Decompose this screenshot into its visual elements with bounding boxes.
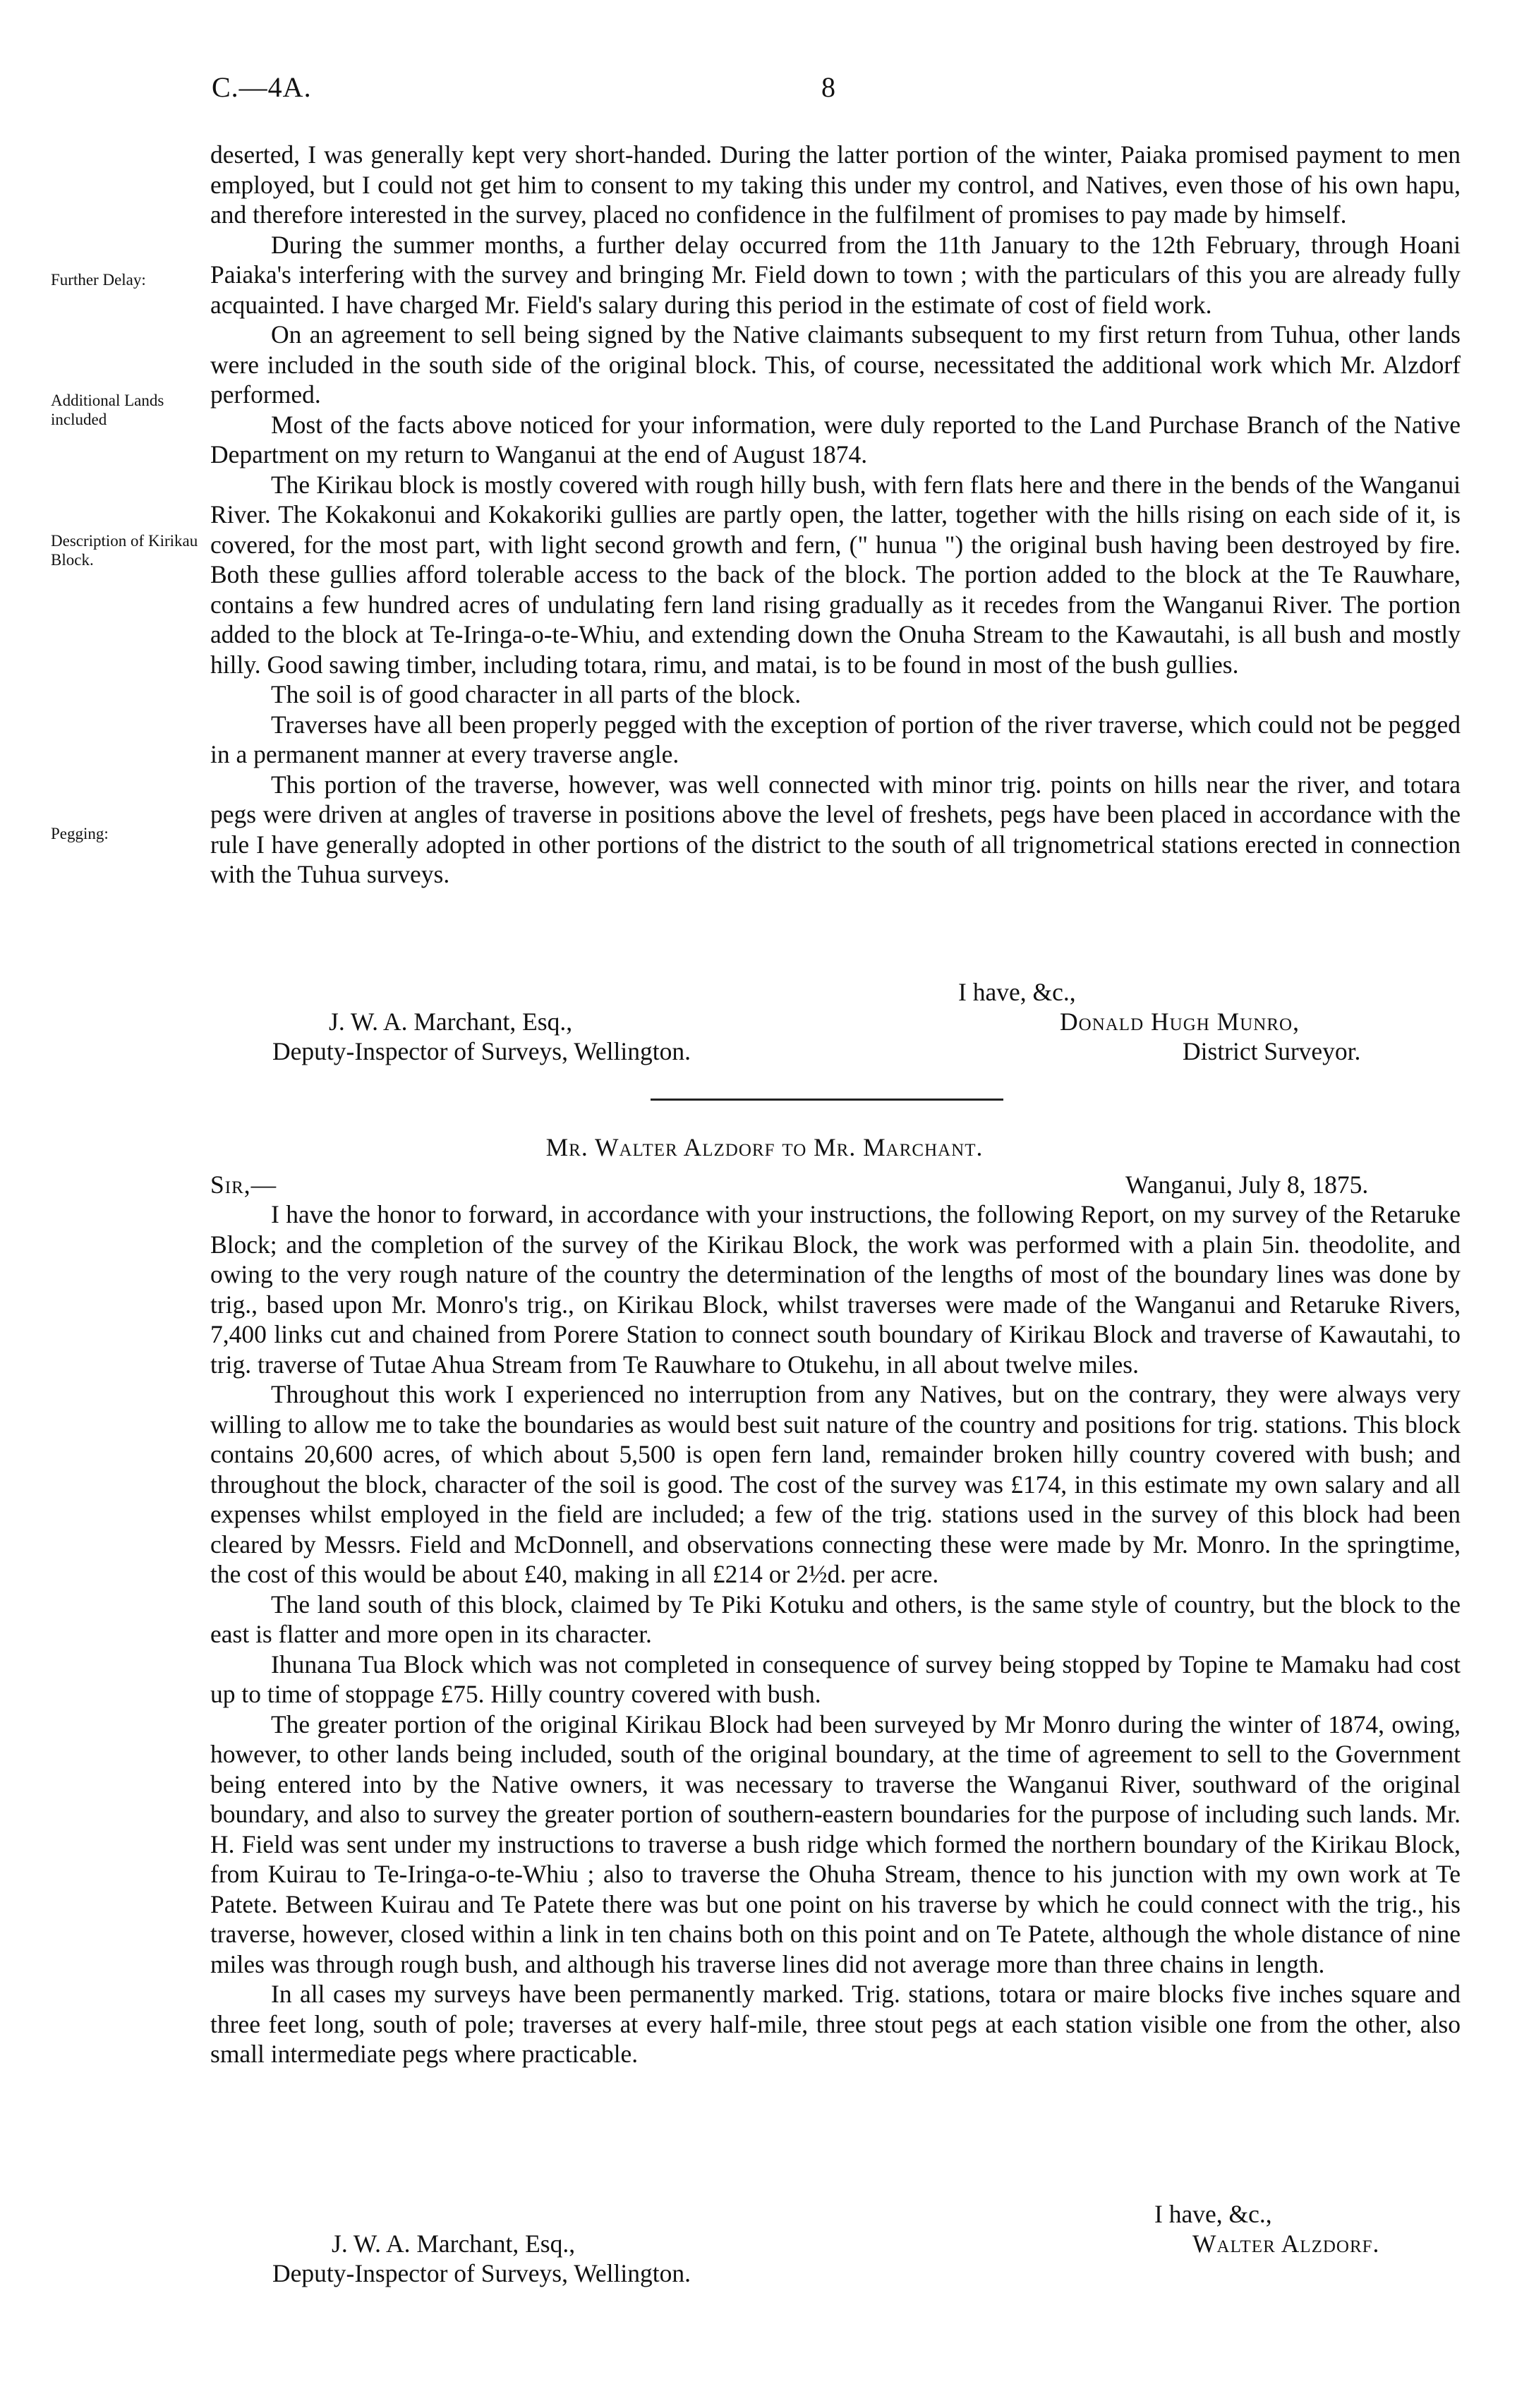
letter1-signature: Donald Hugh Munro, [1060,1008,1300,1036]
letter1-paragraph: Most of the facts above noticed for your information, were duly reported to the Land Purchase Branch of the Native Department on my return to Wanganui at the end of August 1874. [210,410,1461,468]
letter2-addressee-name: J. W. A. Marchant, Esq., [332,2229,576,2258]
letter2-paragraph: The land south of this block, claimed by Te Piki Kotuku and others, is the same style of country, but the block to the east is flatter and more open in its character. [210,1590,1461,1648]
page-number: 8 [821,71,835,103]
letter2-body [210,1199,1461,2069]
letter1-paragraph: This portion of the traverse, however, was well connected with minor trig. points on hills near the river, and totara pegs were driven at angles of traverse in positions above the level of freshets, pegs have been placed in accordance with the rule I have generally adopted in other portions of the district to the south of all trignometrical stations erected in connection with the Tuhua surveys. [210,770,1461,888]
letter1-paragraph: Traverses have all been properly pegged with the exception of portion of the river traverse, which could not be pegged in a permanent manner at every traverse angle. [210,710,1461,768]
letter1-paragraph: The Kirikau block is mostly covered with rough hilly bush, with fern flats here and there in the bends of the Wanganui River. The Kokakonui and Kokakoriki gullies are partly open, the latter, together with the hills rising on each side of it, is covered, for the most part, with light second growth and fern, (" hunua ") the original bush having been destroyed by fire. Both these gullies afford tolerable access to the back of the block. The portion added to the block at the Te Rauwhare, contains a few hundred acres of undulating fern land rising gradually as it recedes from the Wanganui River. The portion added to the block at Te-Iringa-o-te-Whiu, and extending down the Onuha Stream to the Kawautahi, is all bush and mostly hilly. Good sawing timber, including totara, rimu, and matai, is to be found in most of the bush gullies. [210,470,1461,679]
letter1-paragraph: On an agreement to sell being signed by the Native claimants subsequent to my first return from Tuhua, other lands were included in the south side of the original block. This, of course, necessitated the additional work which Mr. Alzdorf performed. [210,320,1461,409]
letter1-paragraph: The soil is of good character in all parts of the block. [271,680,802,708]
letter2-place-date: Wanganui, July 8, 1875. [1125,1170,1369,1199]
letter2-paragraph: Ihunana Tua Block which was not completed in consequence of survey being stopped by Topine te Mamaku had cost up to time of stoppage £75. Hilly country covered with bush. [210,1650,1461,1708]
letter2-paragraph: In all cases my surveys have been permanently marked. Trig. stations, totara or maire blocks five inches square and three feet long, south of pole; traverses at every half-mile, three stout pegs at each station visible one from the other, also small intermediate pegs where practicable. [210,1980,1461,2068]
letter2-paragraph: Throughout this work I experienced no interruption from any Natives, but on the contrary, they were always very willing to allow me to take the boundaries as would best suit nature of the country and positions for trig. stations. This block contains 20,600 acres, of which about 5,500 is open fern land, remainder broken hilly country covered with bush; and throughout the block, character of the soil is good. The cost of the survey was £174, in this estimate my own salary and all expenses whilst employed in the field are included; a few of the trig. stations used in the survey of this block had been cleared by Messrs. Field and McDonnell, and observations connecting these were made by Mr. Monro. In the springtime, the cost of this would be about £40, making in all £214 or 2½d. per acre. [210,1380,1461,1588]
letter2-paragraph: The greater portion of the original Kirikau Block had been surveyed by Mr Monro during the winter of 1874, owing, however, to other lands being included, south of the original boundary, at the time of agreement to sell to the Government being entered into by the Native owners, it was necessary to traverse the Wanganui River, southward of the original boundary, and also to survey the greater portion of southern-eastern boundaries for the purpose of including such lands. Mr. H. Field was sent under my instructions to traverse a bush ridge which formed the northern boundary of the Kirikau Block, from Kuirau to Te-Iringa-o-te-Whiu ; also to traverse the Ohuha Stream, thence to his junction with my own work at Te Patete. Between Kuirau and Te Patete there was but one point on his traverse by which he could connect with the trig., his traverse, however, closed within a link in ten chains both on this point and on Te Patete, although the whole distance of nine miles was through rough bush, and although his traverse lines did not average more than three chains in length. [210,1710,1461,1978]
letter2-signature: Walter Alzdorf. [1192,2229,1380,2258]
letter1-addressee-title: Deputy-Inspector of Surveys, Wellington. [272,1037,691,1065]
letter1-paragraph: During the summer months, a further delay occurred from the 11th January to the 12th February, through Hoani Paiaka's interfering with the survey and bringing Mr. Field down to town ; with the particulars of this you are already fully acquainted. I have charged Mr. Field's salary during this period in the estimate of cost of field work. [210,230,1461,319]
letter1-body [210,140,1461,890]
margin-note-further-delay: Further Delay: [51,271,146,289]
letter1-closing: I have, &c., [958,978,1076,1006]
letter2-heading: Mr. Walter Alzdorf to Mr. Marchant. [545,1133,984,1161]
margin-note-additional-lands: Additional Lands included [51,392,164,428]
letter1-addressee-name: J. W. A. Marchant, Esq., [329,1008,573,1036]
letter2-closing: I have, &c., [1154,2200,1272,2228]
document-code: C.—4A. [212,71,312,103]
letter2-salutation: Sir,— [210,1170,277,1199]
letter2-addressee-title: Deputy-Inspector of Surveys, Wellington. [272,2259,691,2287]
letter1-signatory-title: District Surveyor. [1183,1037,1361,1065]
letter1-paragraph: deserted, I was generally kept very short-handed. During the latter portion of the winter, Paiaka promised payment to men employed, but I could not get him to consent to my taking this under my control, and Natives, even those of his own hapu, and therefore interested in the survey, placed no confidence in the fulfilment of promises to pay made by himself. [210,140,1461,229]
letter2-paragraph: I have the honor to forward, in accordance with your instructions, the following Report, on my survey of the Retaruke Block; and the completion of the survey of the Kirikau Block, the work was performed with a plain 5in. theodolite, and owing to the very rough nature of the country the determination of the lengths of most of the boundary lines was done by trig., based upon Mr. Monro's trig., on Kirikau Block, whilst traverses were made of the Wanganui and Retaruke Rivers, 7,400 links cut and chained from Porere Station to connect south boundary of Kirikau Block and traverse of Kawautahi, to trig. traverse of Tutae Ahua Stream from Te Rauwhare to Otukehu, in all about twelve miles. [210,1200,1461,1379]
section-divider [651,1099,1003,1101]
margin-note-pegging: Pegging: [51,825,109,842]
margin-note-description: Description of Kirikau Block. [51,532,198,569]
